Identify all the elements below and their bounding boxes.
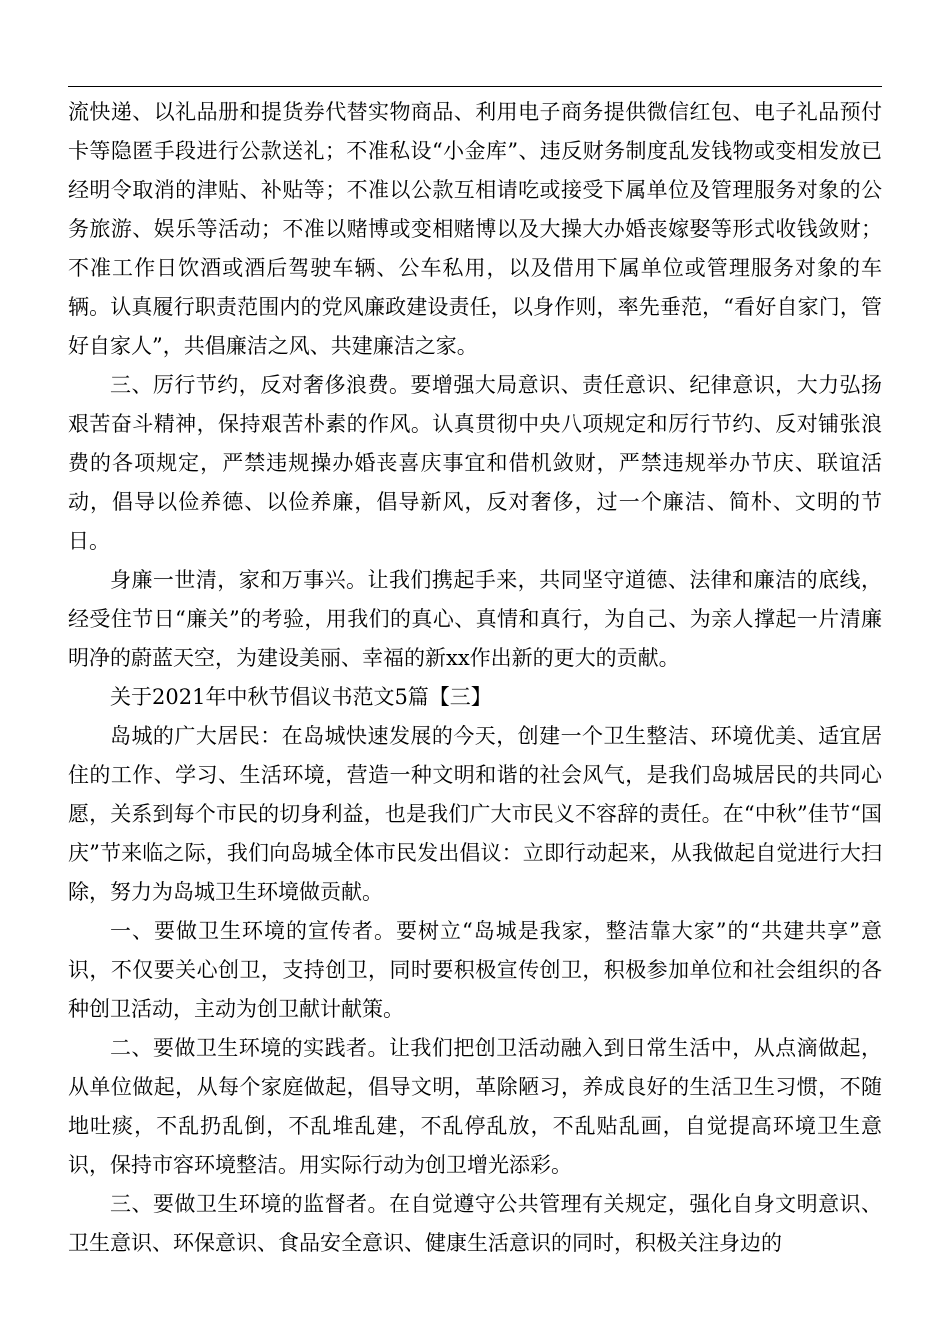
paragraph-continuation: 流快递、以礼品册和提货券代替实物商品、利用电子商务提供微信红包、电子礼品预付卡等隐匿手段进行公款送礼；不准私设“小金库”、违反财务制度乱发钱物或变相发放已经明令取消的津贴、补贴等；不准以公款互相请吃或接受下属单位及管理服务对象的公务旅游、娱乐等活动；不准以赌博或变相赌博以及大操大办婚丧嫁娶等形式收钱敛财；不准工作日饮酒或酒后驾驶车辆、公车私用，以及借用下属单位或管理服务对象的车辆。认真履行职责范围内的党风廉政建设责任，以身作则，率先垂范，“看好自家门，管好自家人”，共倡廉洁之风、共建廉洁之家。 (68, 100, 882, 358)
paragraph-promoter: 一、要做卫生环境的宣传者。要树立“岛城是我家，整洁靠大家”的“共建共享”意识，不仅要关心创卫，支持创卫，同时要积极宣传创卫，积极参加单位和社会组织的各种创卫活动，主动为创卫献计献策。 (68, 919, 882, 1021)
paragraph-closing: 身廉一世清，家和万事兴。让我们携起手来，共同坚守道德、法律和廉洁的底线，经受住节日“廉关”的考验，用我们的真心、真情和真行，为自己、为亲人撑起一片清廉明净的蔚蓝天空，为建设美丽、幸福的新xx作出新的更大的贡献。 (68, 568, 882, 670)
section-title: 关于2021年中秋节倡议书范文5篇【三】 (110, 685, 492, 709)
paragraph-supervisor: 三、要做卫生环境的监督者。在自觉遵守公共管理有关规定，强化自身文明意识、卫生意识、环保意识、食品安全意识、健康生活意识的同时，积极关注身边的 (68, 1192, 882, 1255)
paragraph-frugality: 三、厉行节约，反对奢侈浪费。要增强大局意识、责任意识、纪律意识，大力弘扬艰苦奋斗精神，保持艰苦朴素的作风。认真贯彻中央八项规定和厉行节约、反对铺张浪费的各项规定，严禁违规操办婚丧喜庆事宜和借机敛财，严禁违规举办节庆、联谊活动，倡导以俭养德、以俭养廉，倡导新风，反对奢侈，过一个廉洁、简朴、文明的节日。 (68, 373, 882, 553)
paragraph-address: 岛城的广大居民：在岛城快速发展的今天，创建一个卫生整洁、环境优美、适宜居住的工作、学习、生活环境，营造一种文明和谐的社会风气，是我们岛城居民的共同心愿，关系到每个市民的切身利益，也是我们广大市民义不容辞的责任。在“中秋”佳节“国庆”节来临之际，我们向岛城全体市民发出倡议：立即行动起来，从我做起自觉进行大扫除，努力为岛城卫生环境做贡献。 (68, 724, 882, 904)
document-page (68, 86, 882, 1263)
header-rule (68, 86, 882, 87)
paragraph-practitioner: 二、要做卫生环境的实践者。让我们把创卫活动融入到日常生活中，从点滴做起，从单位做起，从每个家庭做起，倡导文明，革除陋习，养成良好的生活卫生习惯，不随地吐痰，不乱扔乱倒，不乱堆乱建，不乱停乱放，不乱贴乱画，自觉提高环境卫生意识，保持市容环境整洁。用实际行动为创卫增光添彩。 (68, 1036, 882, 1177)
